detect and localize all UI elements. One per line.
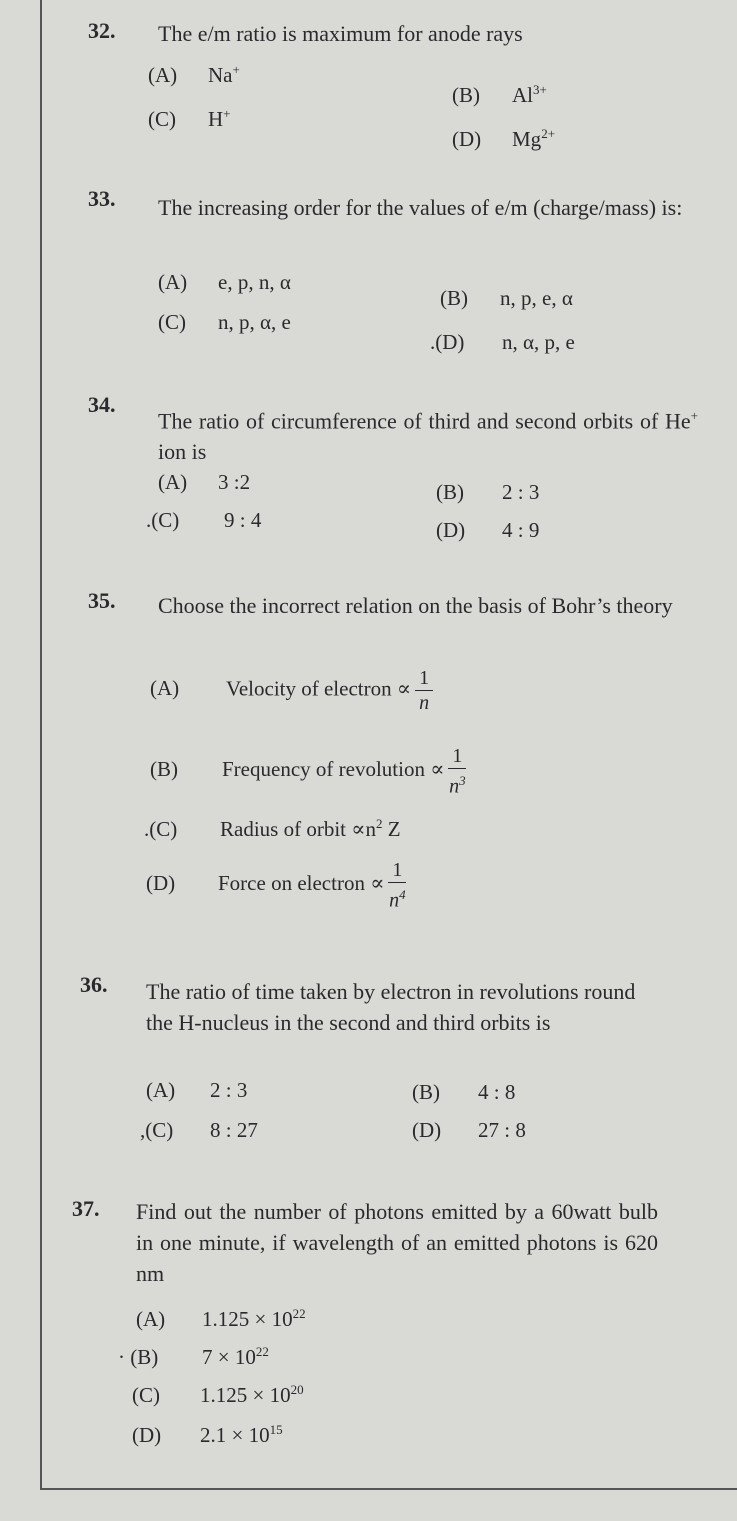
fraction	[388, 858, 406, 913]
denominator: n	[449, 775, 460, 798]
option-value: n, p, e, α	[500, 286, 573, 310]
option-d[interactable]	[412, 1118, 526, 1143]
text-part: The ratio of circumference of third and second orbits of He	[158, 408, 691, 434]
option-value: 4 : 9	[502, 518, 540, 542]
option-c[interactable]	[148, 106, 231, 132]
option-label: (D)	[146, 871, 176, 896]
option-value: Z	[382, 817, 401, 841]
option-b[interactable]	[412, 1080, 515, 1105]
option-value: Velocity of electron ∝	[226, 676, 412, 701]
numerator: 1	[448, 744, 466, 769]
superscript: +	[232, 62, 240, 77]
question-text: The e/m ratio is maximum for anode rays	[158, 21, 523, 46]
option-label: (D)	[452, 127, 482, 151]
option-a[interactable]	[146, 1078, 247, 1103]
option-c[interactable]	[158, 310, 291, 335]
option-value: Radius of orbit ∝n	[220, 817, 376, 841]
option-d[interactable]	[430, 330, 575, 355]
option-d[interactable]	[452, 126, 555, 152]
superscript: 4	[399, 887, 406, 902]
option-value: Frequency of revolution ∝	[222, 757, 445, 782]
option-value: 2 : 3	[210, 1078, 248, 1102]
option-label: (C)	[148, 107, 176, 131]
option-a[interactable]	[136, 1306, 306, 1332]
option-label: (D)	[436, 518, 466, 542]
option-label: (B)	[452, 83, 480, 107]
option-label: · (B)	[118, 1345, 159, 1369]
option-b[interactable]	[118, 1344, 269, 1370]
option-value: 1.125 × 10	[200, 1383, 291, 1407]
numerator: 1	[388, 858, 406, 883]
option-value: Al	[512, 83, 533, 107]
superscript: 3+	[533, 82, 547, 97]
option-c[interactable]	[132, 1382, 304, 1408]
option-value: 27 : 8	[478, 1118, 526, 1142]
option-label: (C)	[158, 310, 186, 334]
question-number: 35.	[88, 588, 116, 613]
option-label: (A)	[158, 270, 188, 294]
superscript: 3	[459, 773, 466, 788]
option-b[interactable]	[452, 82, 547, 108]
option-b[interactable]	[440, 286, 573, 311]
option-c[interactable]	[144, 816, 401, 842]
numerator: 1	[415, 666, 433, 691]
option-a[interactable]	[148, 62, 240, 88]
option-value: 8 : 27	[210, 1118, 258, 1142]
option-value: 1.125 × 10	[202, 1307, 293, 1331]
option-label: (B)	[436, 480, 464, 504]
option-value: n, α, p, e	[502, 330, 575, 354]
question-number: 32.	[88, 18, 116, 43]
question-text: The ratio of time taken by electron in revolutions round the H-nucleus in the second and third orbits is	[146, 979, 636, 1035]
option-d[interactable]	[436, 518, 539, 543]
option-a[interactable]	[158, 270, 291, 295]
superscript: 20	[290, 1382, 304, 1397]
question-number: 33.	[88, 186, 116, 211]
question-text: The increasing order for the values of e/m (charge/mass) is:	[158, 195, 683, 220]
option-label: (A)	[158, 470, 188, 494]
option-label: (B)	[412, 1080, 440, 1104]
option-value: Na	[208, 63, 233, 87]
question-number: 34.	[88, 392, 116, 417]
option-c[interactable]	[140, 1118, 258, 1143]
question-number: 37.	[72, 1196, 100, 1221]
option-value: e, p, n, α	[218, 270, 291, 294]
superscript: 22	[292, 1306, 306, 1321]
question-number: 36.	[80, 972, 108, 997]
option-a[interactable]	[158, 470, 250, 495]
option-value: 4 : 8	[478, 1080, 516, 1104]
option-label: (C)	[132, 1383, 160, 1407]
option-d[interactable]	[146, 858, 406, 913]
option-label: (D)	[412, 1118, 442, 1142]
option-label: (B)	[150, 757, 178, 782]
option-label: ,(C)	[140, 1118, 174, 1142]
question-text: Find out the number of photons emitted by a 60watt bulb in one minute, if wavelength of an emitted photons is 620 nm	[136, 1199, 658, 1286]
option-label: .(C)	[146, 508, 180, 532]
option-label: .(D)	[430, 330, 465, 354]
superscript: +	[690, 408, 698, 423]
option-value: Force on electron ∝	[218, 871, 385, 896]
text-part: ion is	[158, 439, 207, 465]
fraction	[448, 744, 466, 799]
option-label: (D)	[132, 1423, 162, 1447]
option-label: (A)	[136, 1307, 166, 1331]
option-label: (B)	[440, 286, 468, 310]
option-a[interactable]	[150, 666, 433, 715]
option-value: 2 : 3	[502, 480, 540, 504]
superscript: +	[223, 106, 231, 121]
denominator: n	[389, 889, 400, 912]
option-b[interactable]	[150, 744, 466, 799]
denominator: n	[419, 692, 430, 714]
option-value: 2.1 × 10	[200, 1423, 270, 1447]
option-label: (A)	[148, 63, 178, 87]
option-value: n, p, α, e	[218, 310, 291, 334]
question-text: Choose the incorrect relation on the basis of Bohr’s theory	[158, 593, 673, 618]
option-value: 7 × 10	[202, 1345, 256, 1369]
superscript: 15	[269, 1422, 283, 1437]
option-d[interactable]	[132, 1422, 283, 1448]
superscript: 22	[255, 1344, 269, 1359]
option-value: 3 :2	[218, 470, 251, 494]
superscript: 2	[375, 816, 383, 831]
option-value: H	[208, 107, 224, 131]
option-value: Mg	[512, 127, 542, 151]
option-label: (A)	[146, 1078, 176, 1102]
option-label: .(C)	[144, 817, 178, 841]
option-c[interactable]	[146, 508, 261, 533]
option-label: (A)	[150, 676, 180, 701]
fraction	[415, 666, 433, 715]
option-b[interactable]	[436, 480, 539, 505]
superscript: 2+	[541, 126, 556, 141]
option-value: 9 : 4	[224, 508, 262, 532]
question-text	[158, 400, 698, 467]
